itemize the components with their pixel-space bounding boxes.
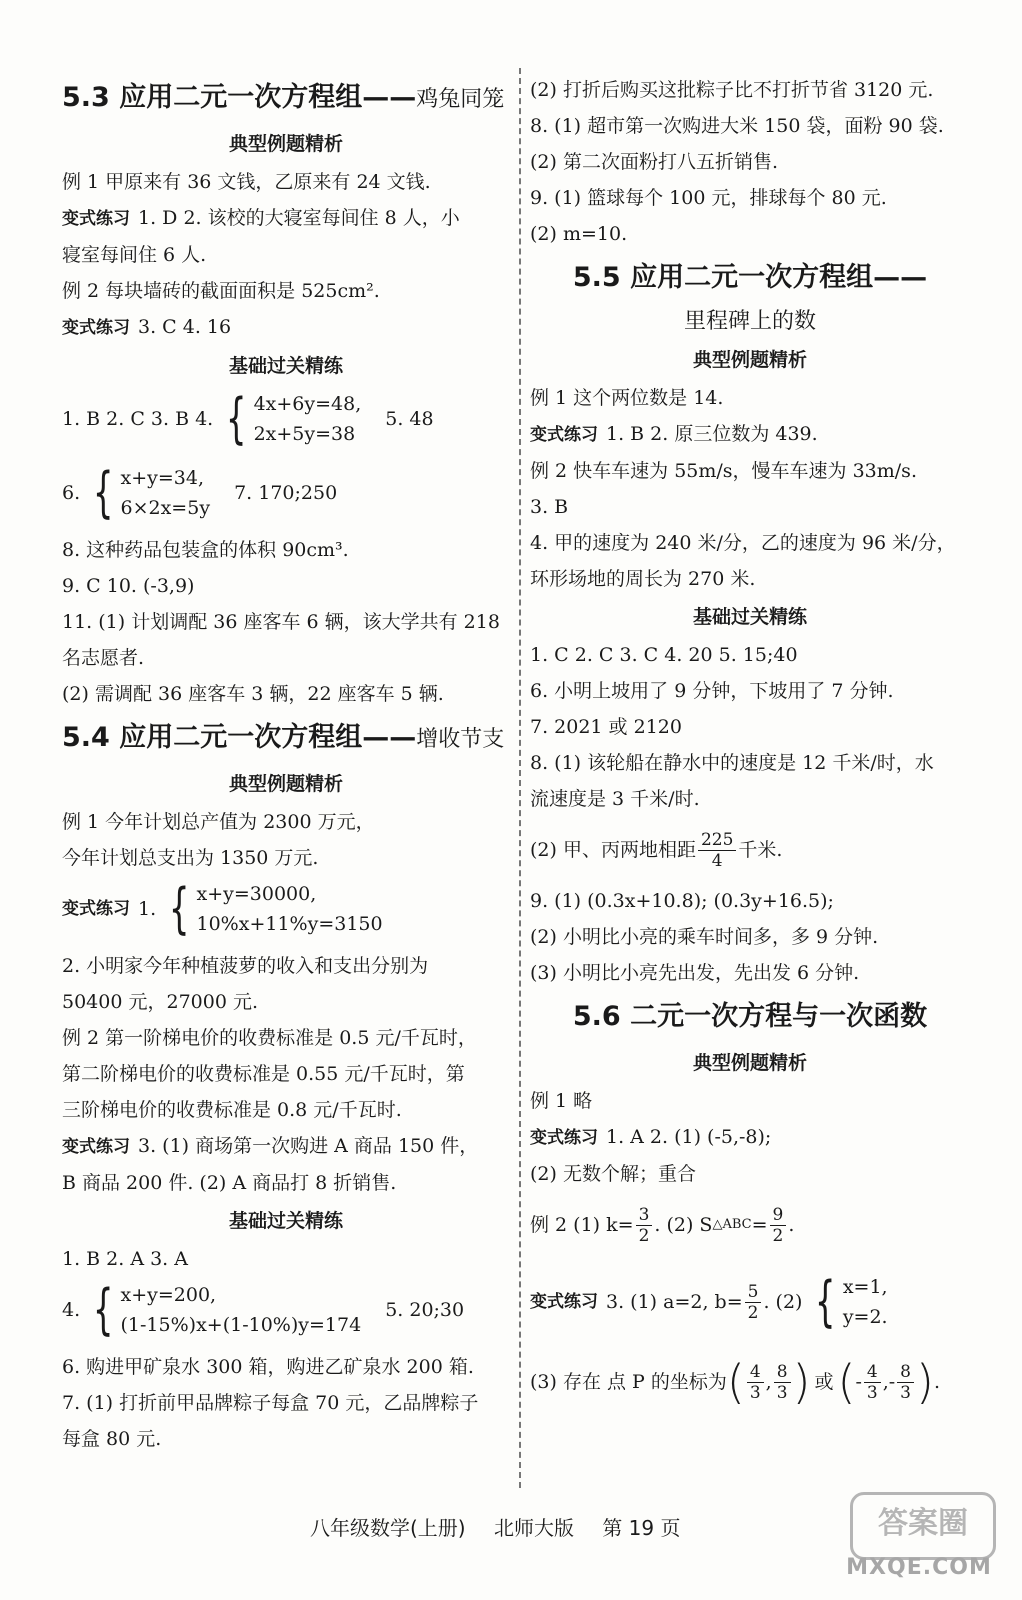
- answer-text: 1. A 2. (1) (-5,-8);: [606, 1126, 772, 1148]
- answer-line: 例 2 快车车速为 55m/s，慢车车速为 33m/s.: [530, 460, 917, 482]
- answer-line: 例 1 甲原来有 36 文钱，乙原来有 24 文钱.: [62, 171, 431, 193]
- answer-line: (3) 存在 点 P 的坐标为 ( $\frac{4}{3}$ , $\frac{8}{3}$ ) 或 ( - $\frac{4}{3}$ ,- $\frac{8}{3}$ ) .: [530, 1355, 940, 1409]
- right-column: [530, 72, 970, 1418]
- answer-line: (2) 第二次面粉打八五折销售.: [530, 151, 778, 173]
- fraction: [636, 1205, 653, 1246]
- paren-glyph: (: [726, 1355, 745, 1409]
- section-title-text: 5.3 应用二元一次方程组——: [62, 82, 417, 113]
- answer-line: 9. (1) 篮球每个 100 元，排球每个 80 元.: [530, 187, 887, 209]
- equation: x+y=30000,: [196, 883, 317, 905]
- answer-text: 例 2 (1) k=: [530, 1214, 634, 1236]
- subheading: 典型例题精析: [228, 773, 343, 795]
- answer-text: 1. D 2. 该校的大寝室每间住 8 人，小: [138, 207, 460, 229]
- variant-label: 变式练习: [62, 209, 130, 229]
- variant-label: 变式练习: [62, 899, 130, 919]
- numerator: 4: [864, 1362, 881, 1383]
- answer-line: 第二阶梯电价的收费标准是 0.55 元/千瓦时，第: [62, 1063, 465, 1085]
- section-title-text: 5.4 应用二元一次方程组——: [62, 722, 417, 753]
- fraction: [747, 1362, 764, 1403]
- answer-line: (2) m=10.: [530, 223, 628, 245]
- answer-line: 6. 小明上坡用了 9 分钟，下坡用了 7 分钟.: [530, 680, 894, 702]
- numerator: 225: [698, 830, 736, 851]
- equation-system: [162, 879, 382, 939]
- fraction: [774, 1362, 791, 1403]
- answer-text: =: [751, 1214, 768, 1236]
- section-title-5-5: 5.5 应用二元一次方程组——: [572, 262, 928, 293]
- answer-line: (3) 小明比小亮先出发，先出发 6 分钟.: [530, 962, 860, 984]
- answer-line: 8. (1) 该轮船在静水中的速度是 12 千米/时，水: [530, 752, 934, 774]
- brace-glyph: {: [93, 461, 114, 524]
- answer-text: 1. B 2. C 3. B 4.: [62, 408, 214, 430]
- footer-book: 八年级数学(上册): [310, 1516, 466, 1540]
- answer-line: 名志愿者.: [62, 647, 145, 669]
- equation: 4x+6y=48,: [253, 393, 362, 415]
- watermark-site: MXQE.COM: [846, 1555, 992, 1580]
- answer-line: 1. B 2. A 3. A: [62, 1248, 188, 1270]
- answer-text: 1.: [138, 898, 157, 920]
- paren-glyph: (: [837, 1355, 856, 1409]
- answer-line: B 商品 200 件. (2) A 商品打 8 折销售.: [62, 1172, 397, 1194]
- answer-line: 7. (1) 打折前甲品牌粽子每盒 70 元，乙品牌粽子: [62, 1392, 479, 1414]
- equation-system: [86, 1280, 361, 1340]
- denominator: 3: [866, 1382, 878, 1403]
- answer-line: 每盒 80 元.: [62, 1428, 162, 1450]
- footer-edition: 北师大版: [493, 1516, 574, 1540]
- denominator: 2: [638, 1225, 650, 1246]
- answer-line: 4. 甲的速度为 240 米/分，乙的速度为 96 米/分，: [530, 532, 956, 554]
- paren-glyph: ): [915, 1355, 934, 1409]
- answer-text: 3. (1) a=2, b=: [606, 1291, 743, 1313]
- answer-line: 今年计划总支出为 1350 万元.: [62, 847, 319, 869]
- equation: 6×2x=5y: [120, 497, 211, 519]
- equation: 2x+5y=38: [253, 423, 356, 445]
- equation-system: [808, 1272, 887, 1332]
- answer-line: 例 1 略: [530, 1090, 593, 1112]
- subheading: 典型例题精析: [692, 1052, 807, 1074]
- answer-line: (2) 需调配 36 座客车 3 辆，22 座客车 5 辆.: [62, 683, 444, 705]
- numerator: 4: [747, 1362, 764, 1383]
- answer-line: 例 2 第一阶梯电价的收费标准是 0.5 元/千瓦时，: [62, 1027, 477, 1049]
- subscript: △ABC: [712, 1217, 752, 1232]
- answer-text: 千米.: [738, 839, 783, 861]
- answer-text: . (2) S: [654, 1214, 713, 1236]
- fraction: [770, 1205, 787, 1246]
- answer-line: [62, 1128, 510, 1165]
- equation: (1-15%)x+(1-10%)y=174: [120, 1314, 362, 1336]
- variant-label: 变式练习: [62, 318, 130, 338]
- answer-line: (2) 无数个解；重合: [530, 1163, 696, 1185]
- answer-line: 11. (1) 计划调配 36 座客车 6 辆，该大学共有 218: [62, 611, 500, 633]
- fraction: [864, 1362, 881, 1403]
- answer-text: 4.: [62, 1299, 81, 1321]
- answer-line: 1. C 2. C 3. C 4. 20 5. 15;40: [530, 644, 798, 666]
- section-subtitle: 增收节支: [416, 727, 505, 752]
- equation-system: [219, 389, 361, 449]
- answer-line: [62, 200, 510, 237]
- answer-text: 6.: [62, 482, 81, 504]
- brace-glyph: {: [815, 1270, 836, 1333]
- answer-text: 5. 20;30: [385, 1299, 465, 1321]
- denominator: 2: [747, 1302, 759, 1323]
- section-title-5-6: 5.6 二元一次方程与一次函数: [572, 1001, 928, 1032]
- answer-line: [62, 1277, 510, 1343]
- denominator: 3: [749, 1382, 761, 1403]
- brace-glyph: {: [226, 387, 247, 450]
- answer-line: 环形场地的周长为 270 米.: [530, 568, 756, 590]
- subheading: 典型例题精析: [692, 349, 807, 371]
- answer-line: [62, 386, 510, 452]
- answer-line: 2. 小明家今年种植菠萝的收入和支出分别为: [62, 955, 429, 977]
- variant-label: 变式练习: [530, 1292, 598, 1312]
- answer-line: [530, 817, 970, 883]
- answer-line: 7. 2021 或 2120: [530, 716, 682, 738]
- page-footer: [310, 1512, 703, 1541]
- equation: x+y=200,: [120, 1284, 217, 1306]
- numerator: 8: [897, 1362, 914, 1383]
- answer-line: 例 2 每块墙砖的截面面积是 525cm².: [62, 280, 380, 302]
- answer-line: [62, 460, 510, 526]
- watermark-logo-icon: 答案圈: [850, 1492, 996, 1560]
- column-divider: [519, 68, 521, 1488]
- subheading: 典型例题精析: [228, 133, 343, 155]
- answer-line: 例 1 今年计划总产值为 2300 万元，: [62, 811, 375, 833]
- answer-line: 例 1 这个两位数是 14.: [530, 387, 724, 409]
- denominator: 2: [772, 1225, 784, 1246]
- answer-line: [62, 309, 510, 346]
- variant-label: 变式练习: [530, 425, 598, 445]
- equation: 10%x+11%y=3150: [196, 913, 383, 935]
- brace-glyph: {: [93, 1278, 114, 1341]
- subheading: 基础过关精练: [228, 355, 343, 377]
- denominator: 3: [900, 1382, 911, 1403]
- answer-line: 8. 这种药品包装盒的体积 90cm³.: [62, 539, 349, 561]
- fraction: [897, 1362, 914, 1403]
- variant-label: 变式练习: [530, 1128, 598, 1148]
- section-subtitle: 鸡兔同笼: [416, 87, 505, 112]
- equation: y=2.: [842, 1306, 888, 1328]
- answer-text: . (2): [763, 1291, 803, 1313]
- footer-page: 第 19 页: [602, 1516, 681, 1540]
- answer-line: 9. C 10. (-3,9): [62, 575, 195, 597]
- section-title-5-3: [62, 72, 510, 124]
- answer-text: 1. B 2. 原三位数为 439.: [606, 423, 818, 445]
- numerator: 8: [774, 1362, 791, 1383]
- answer-line: [530, 1266, 970, 1338]
- answer-text: (2) 甲、丙两地相距: [530, 839, 696, 861]
- answer-line: 流速度是 3 千米/时.: [530, 788, 700, 810]
- answer-line: 50400 元，27000 元.: [62, 991, 259, 1013]
- section-subtitle: 里程碑上的数: [683, 309, 816, 334]
- answer-line: 三阶梯电价的收费标准是 0.8 元/千瓦时.: [62, 1099, 402, 1121]
- answer-line: 3. B: [530, 496, 569, 518]
- answer-text: 7. 170;250: [234, 482, 338, 504]
- subheading: 基础过关精练: [692, 606, 807, 628]
- subheading: 基础过关精练: [228, 1210, 343, 1232]
- answer-text: 3. (1) 商场第一次购进 A 商品 150 件，: [138, 1135, 479, 1157]
- numerator: 9: [770, 1205, 787, 1226]
- paren-glyph: ): [792, 1355, 811, 1409]
- variant-label: 变式练习: [62, 1137, 130, 1157]
- fraction: [698, 830, 736, 871]
- answer-line: [62, 876, 510, 942]
- answer-text: .: [788, 1214, 795, 1236]
- answer-line: [530, 1119, 970, 1156]
- denominator: 3: [776, 1382, 788, 1403]
- equation: x=1,: [842, 1276, 888, 1298]
- answer-line: [530, 1192, 970, 1258]
- answer-line: 8. (1) 超市第一次购进大米 150 袋，面粉 90 袋.: [530, 115, 944, 137]
- answer-line: [530, 416, 970, 453]
- answer-line: (2) 小明比小亮的乘车时间多，多 9 分钟.: [530, 926, 879, 948]
- left-column: [62, 72, 510, 1457]
- answer-text: 或: [814, 1371, 834, 1393]
- answer-text: (3) 存在 点 P 的坐标为: [530, 1371, 727, 1393]
- numerator: 5: [745, 1282, 762, 1303]
- equation-system: [86, 463, 210, 523]
- watermark: [836, 1488, 1002, 1588]
- section-title-5-4: [62, 712, 510, 764]
- answer-text: 5. 48: [385, 408, 434, 430]
- answer-line: 寝室每间住 6 人.: [62, 244, 207, 266]
- equation: x+y=34,: [120, 467, 205, 489]
- numerator: 3: [636, 1205, 653, 1226]
- fraction: [745, 1282, 762, 1323]
- answer-line: 9. (1) (0.3x+10.8); (0.3y+16.5);: [530, 890, 834, 912]
- brace-glyph: {: [169, 877, 190, 940]
- denominator: 4: [711, 850, 723, 871]
- answer-text: 3. C 4. 16: [138, 316, 232, 338]
- answer-line: 6. 购进甲矿泉水 300 箱，购进乙矿泉水 200 箱.: [62, 1356, 474, 1378]
- answer-line: (2) 打折后购买这批粽子比不打折节省 3120 元.: [530, 79, 934, 101]
